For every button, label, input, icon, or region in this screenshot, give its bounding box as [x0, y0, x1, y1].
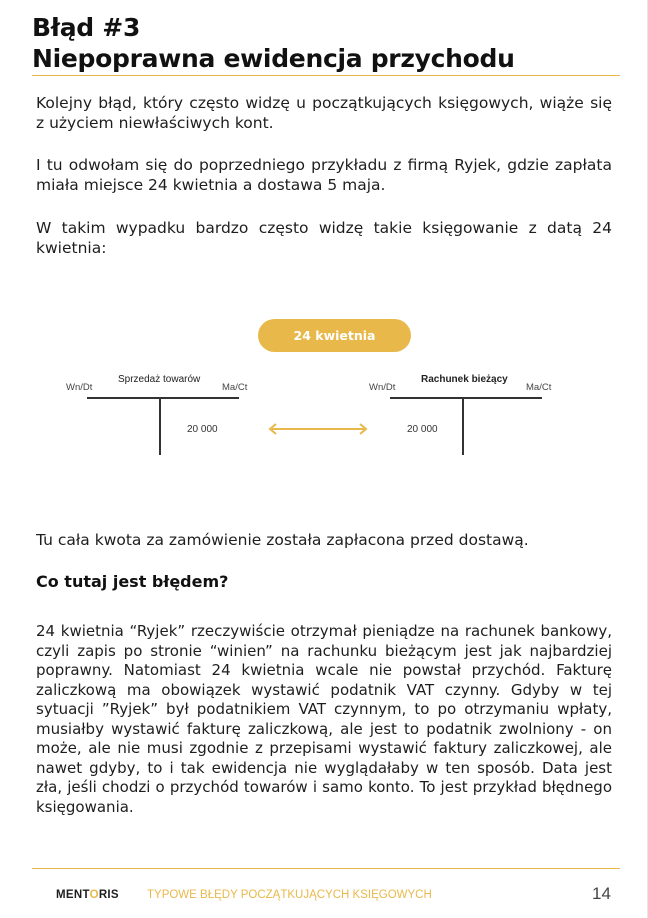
paragraph-1: Kolejny błąd, który często widzę u początkujących księgowych, wiąże się z użyciem niewłaściwych kont.: [36, 94, 612, 132]
paragraph-2: I tu odwołam się do poprzedniego przykładu z firmą Ryjek, gdzie zapłata miała miejsce 24 kwietnia a dostawa 5 maja.: [36, 156, 612, 194]
brand-text-accent: O: [89, 889, 99, 901]
brand-logo: [56, 889, 119, 901]
t-account-title: Rachunek bieżący: [421, 374, 508, 385]
t-account-debit-label: Wn/Dt: [369, 382, 396, 393]
t-account-debit-label: Wn/Dt: [66, 382, 93, 393]
t-account-credit-label: Ma/Ct: [526, 382, 552, 393]
title-line-1: Błąd #3: [32, 13, 141, 42]
t-account-amount: 20 000: [187, 424, 218, 435]
footer-title: TYPOWE BŁĘDY POCZĄTKUJĄCYCH KSIĘGOWYCH: [147, 889, 432, 901]
title-divider: [32, 75, 620, 76]
double-arrow-icon: [266, 422, 370, 436]
footer-divider: [32, 868, 620, 869]
title-line-2: Niepoprawna ewidencja przychodu: [32, 44, 515, 73]
t-account-title: Sprzedaż towarów: [118, 374, 201, 385]
page-number: 14: [592, 884, 611, 903]
paragraph-5: 24 kwietnia “Ryjek” rzeczywiście otrzymał pieniądze na rachunek bankowy, czyli zapis po stronie “winien” na rachunku bieżącym jest jak najbardziej poprawny. Natomiast 24 kwietnia wcale nie powstał przychód. Fakturę zaliczkową ma obowiązek wystawić podatnik VAT czynny. Gdyby w tej sytuacji ”Ryjek” był podatnikiem VAT czynnym, to po otrzymaniu wpłaty, musiałby wystawić fakturę zaliczkową, ale jest to podatnik zwolniony - on może, ale nie musi zgodnie z przepisami wystawić faktury zaliczkowej, ale nawet gdyby, to i tak ewidencja nie wyglądałaby w ten sposób. Data jest zła, jeśli chodzi o przychód towarów i samo konto. To jest przykład błędnego księgowania.: [36, 622, 612, 816]
section-heading: Co tutaj jest błędem?: [36, 572, 229, 591]
t-account-credit-label: Ma/Ct: [222, 382, 248, 393]
t-account-amount: 20 000: [407, 424, 438, 435]
t-account-bar: [87, 397, 239, 399]
paragraph-3: W takim wypadku bardzo często widzę takie księgowanie z datą 24 kwietnia:: [36, 219, 612, 257]
page-title: [32, 12, 515, 74]
brand-text-end: RIS: [98, 889, 119, 901]
t-account-stem: [159, 397, 161, 455]
t-account-bar: [390, 397, 542, 399]
date-pill: 24 kwietnia: [258, 319, 411, 352]
brand-text-start: MENT: [56, 889, 90, 901]
paragraph-4: Tu cała kwota za zamówienie została zapłacona przed dostawą.: [36, 531, 529, 549]
t-account-stem: [462, 397, 464, 455]
